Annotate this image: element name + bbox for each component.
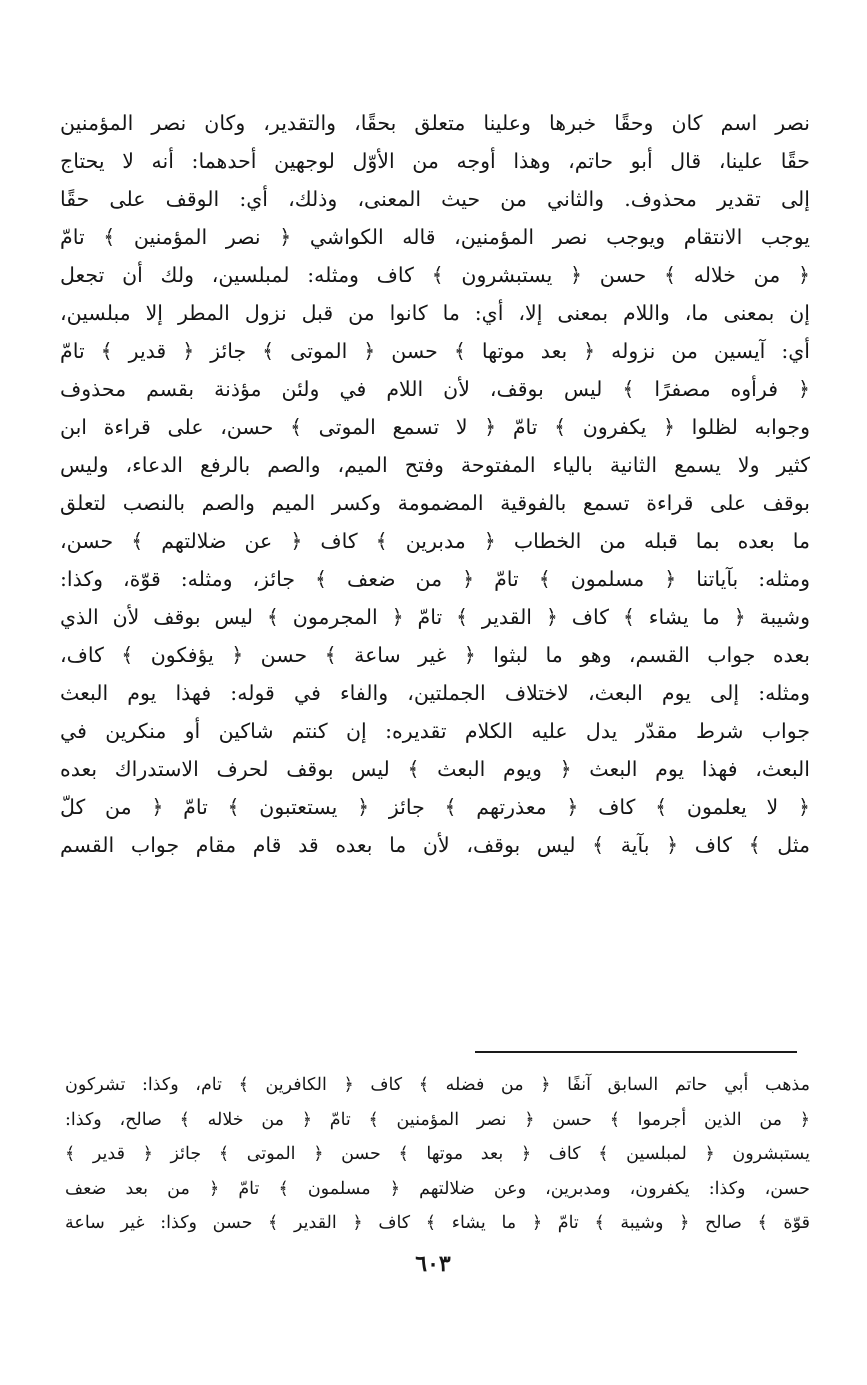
footnotes-block <box>65 1068 810 1241</box>
text-line: ﴿ لا يعلمون ﴾ كاف ﴿ معذرتهم ﴾ جائز ﴿ يستعتبون ﴾ تامّ ﴿ من كلّ <box>60 795 810 819</box>
text-line: ومثله: إلى يوم البعث، لاختلاف الجملتين، والفاء في قوله: فهذا يوم البعث <box>60 681 810 705</box>
text-line: مثل ﴾ كاف ﴿ بآية ﴾ ليس بوقف، لأن ما بعده قد قام مقام جواب القسم <box>60 833 810 857</box>
text-line: بوقف على قراءة تسمع بالفوقية المضمومة وكسر الميم والصم بالنصب لتعلق <box>60 491 810 515</box>
footnote-line: قوّة ﴾ صالح ﴿ وشيبة ﴾ تامّ ﴿ ما يشاء ﴾ كاف ﴿ القدير ﴾ حسن وكذا: غير ساعة <box>65 1213 810 1233</box>
page-number: ٦٠٣ <box>415 1251 451 1277</box>
main-text-block <box>60 104 810 864</box>
footnote-line: ﴿ من الذين أجرموا ﴾ حسن ﴿ نصر المؤمنين ﴾ تامّ ﴿ من خلاله ﴾ صالح، وكذا: <box>65 1109 810 1130</box>
text-line: البعث، فهذا يوم البعث ﴿ ويوم البعث ﴾ ليس بوقف لحرف الاستدراك بعده <box>60 757 810 781</box>
text-line: ومثله: بآياتنا ﴿ مسلمون ﴾ تامّ ﴿ من ضعف ﴾ جائز، ومثله: قوّة، وكذا: <box>60 567 810 591</box>
footnote-line: مذهب أبي حاتم السابق آنفًا ﴿ من فضله ﴾ كاف ﴿ الكافرين ﴾ تام، وكذا: تشركون <box>65 1075 810 1095</box>
text-line: ﴿ من خلاله ﴾ حسن ﴿ يستبشرون ﴾ كاف ومثله: لمبلسين، ولك أن تجعل <box>60 263 810 287</box>
text-line: وشيبة ﴿ ما يشاء ﴾ كاف ﴿ القدير ﴾ تامّ ﴿ المجرمون ﴾ ليس بوقف لأن الذي <box>60 605 810 629</box>
text-line: حقًا علينا، قال أبو حاتم، وهذا أوجه من الأوّل لوجهين أحدهما: أنه لا يحتاج <box>60 149 810 173</box>
text-line: يوجب الانتقام ويوجب نصر المؤمنين، قاله الكواشي ﴿ نصر المؤمنين ﴾ تامّ <box>60 225 810 249</box>
footnote-line: حسن، وكذا: يكفرون، ومدبرين، وعن ضلالتهم ﴿ مسلمون ﴾ تامّ ﴿ من بعد ضعف <box>65 1178 810 1199</box>
text-line: أي: آيسين من نزوله ﴿ بعد موتها ﴾ حسن ﴿ الموتى ﴾ جائز ﴿ قدير ﴾ تامّ <box>60 339 810 363</box>
text-line: ﴿ فرأوه مصفرًا ﴾ ليس بوقف، لأن اللام في ولئن مؤذنة بقسم محذوف <box>60 377 810 401</box>
text-line: وجوابه لظلوا ﴿ يكفرون ﴾ تامّ ﴿ لا تسمع الموتى ﴾ حسن، على قراءة ابن <box>60 415 810 439</box>
text-line: نصر اسم كان وحقًا خبرها وعلينا متعلق بحقًا، والتقدير، وكان نصر المؤمنين <box>60 111 810 135</box>
text-line: ما بعده بما قبله من الخطاب ﴿ مدبرين ﴾ كاف ﴿ عن ضلالتهم ﴾ حسن، <box>60 529 810 553</box>
text-line: بعده جواب القسم، وهو ما لبثوا ﴿ غير ساعة ﴾ حسن ﴿ يؤفكون ﴾ كاف، <box>60 643 810 667</box>
footnote-divider <box>475 1051 797 1053</box>
footnote-line: يستبشرون ﴿ لمبلسين ﴾ كاف ﴿ بعد موتها ﴾ حسن ﴿ الموتى ﴾ جائز ﴿ قدير ﴾ <box>65 1144 810 1164</box>
text-line: جواب شرط مقدّر يدل عليه الكلام تقديره: إن كنتم شاكين أو منكرين في <box>60 719 810 743</box>
text-line: كثير ولا يسمع الثانية بالياء المفتوحة وفتح الميم، والصم بالرفع الدعاء، وليس <box>60 453 810 477</box>
text-line: إلى تقدير محذوف. والثاني من حيث المعنى، وذلك، أي: الوقف على حقًا <box>60 187 810 211</box>
text-line: إن بمعنى ما، واللام بمعنى إلا، أي: ما كانوا من قبل نزول المطر إلا مبلسين، <box>60 301 810 325</box>
